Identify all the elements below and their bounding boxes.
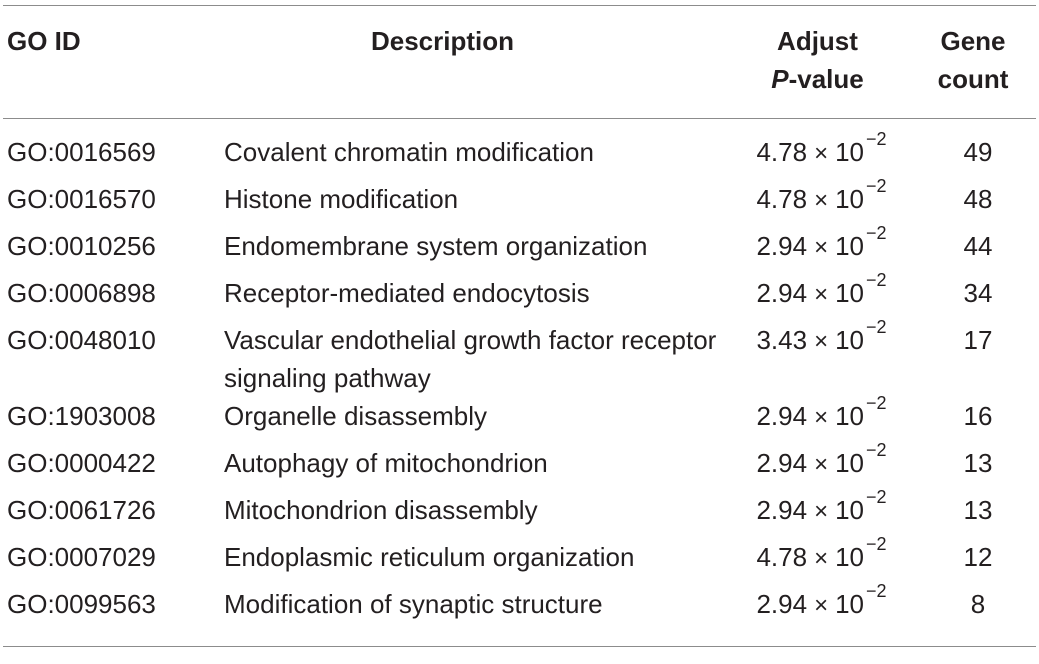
p-exponent: −2 xyxy=(866,129,887,149)
header-go-id: GO ID xyxy=(7,26,81,56)
cell-go-id: GO:0016569 xyxy=(7,137,156,167)
table-row xyxy=(3,180,1036,227)
p-base: 10 xyxy=(835,184,864,214)
header-row xyxy=(3,6,1036,119)
times-symbol: × xyxy=(814,404,829,431)
cell-go-id: GO:0006898 xyxy=(7,278,156,308)
cell-go-id: GO:0010256 xyxy=(7,231,156,261)
p-exponent: −2 xyxy=(866,176,887,196)
p-base: 10 xyxy=(835,495,864,525)
p-base: 10 xyxy=(835,448,864,478)
table-row xyxy=(3,491,1036,538)
p-base: 10 xyxy=(835,589,864,619)
times-symbol: × xyxy=(814,545,829,572)
p-mantissa: 4.78 xyxy=(756,137,808,167)
cell-adjust-p-value xyxy=(725,440,910,491)
cell-adjust-p-value xyxy=(725,223,910,274)
cell-adjust-p-value xyxy=(725,270,910,321)
times-symbol: × xyxy=(814,281,829,308)
cell-description: Organelle disassembly xyxy=(224,401,488,431)
cell-description: Covalent chromatin modification xyxy=(224,137,594,167)
header-gc-line2: count xyxy=(937,64,1009,94)
p-value xyxy=(756,393,887,431)
p-mantissa: 4.78 xyxy=(756,184,808,214)
table-row xyxy=(3,119,1036,181)
header-p-line1: Adjust xyxy=(777,26,858,56)
times-symbol: × xyxy=(814,234,829,261)
p-exponent: −2 xyxy=(866,534,887,554)
cell-gene-count: 17 xyxy=(963,325,993,355)
go-enrichment-table xyxy=(3,5,1036,647)
p-value xyxy=(756,534,887,572)
header-p-rest: -value xyxy=(788,64,864,94)
table-row xyxy=(3,444,1036,491)
header-gc-line1: Gene xyxy=(940,26,1006,56)
times-symbol: × xyxy=(814,498,829,525)
p-exponent: −2 xyxy=(866,270,887,290)
table-row xyxy=(3,321,1036,397)
p-mantissa: 3.43 xyxy=(756,325,808,355)
cell-adjust-p-value xyxy=(725,581,910,647)
cell-description: Mitochondrion disassembly xyxy=(224,495,538,525)
p-value xyxy=(756,487,887,525)
cell-go-id: GO:1903008 xyxy=(7,401,156,431)
times-symbol: × xyxy=(814,328,829,355)
p-base: 10 xyxy=(835,542,864,572)
table-header xyxy=(3,6,1036,119)
p-value xyxy=(756,440,887,478)
p-value xyxy=(756,223,887,261)
header-p-italic: P xyxy=(771,64,789,94)
header-adjust-p-value xyxy=(725,6,910,119)
p-value xyxy=(756,129,887,167)
cell-gene-count: 44 xyxy=(963,231,993,261)
p-value xyxy=(756,270,887,308)
table-row xyxy=(3,397,1036,444)
p-exponent: −2 xyxy=(866,223,887,243)
cell-adjust-p-value xyxy=(725,176,910,227)
cell-description: Vascular endothelial growth factor receptor signaling pathway xyxy=(224,325,717,393)
cell-adjust-p-value xyxy=(725,393,910,444)
cell-adjust-p-value xyxy=(725,119,910,181)
cell-adjust-p-value xyxy=(725,317,910,397)
header-gene-count xyxy=(910,6,1036,119)
p-exponent: −2 xyxy=(866,487,887,507)
cell-go-id: GO:0061726 xyxy=(7,495,156,525)
p-mantissa: 2.94 xyxy=(756,231,808,261)
p-mantissa: 2.94 xyxy=(756,401,808,431)
cell-go-id: GO:0048010 xyxy=(7,325,156,355)
p-exponent: −2 xyxy=(866,581,887,601)
p-base: 10 xyxy=(835,231,864,261)
cell-gene-count: 12 xyxy=(963,542,993,572)
cell-adjust-p-value xyxy=(725,534,910,585)
p-mantissa: 2.94 xyxy=(756,495,808,525)
cell-gene-count: 48 xyxy=(963,184,993,214)
table-row xyxy=(3,538,1036,585)
cell-description: Endomembrane system organization xyxy=(224,231,648,261)
cell-adjust-p-value xyxy=(725,487,910,538)
p-mantissa: 2.94 xyxy=(756,448,808,478)
cell-gene-count: 34 xyxy=(963,278,993,308)
table-row xyxy=(3,585,1036,647)
times-symbol: × xyxy=(814,187,829,214)
p-mantissa: 4.78 xyxy=(756,542,808,572)
cell-go-id: GO:0007029 xyxy=(7,542,156,572)
times-symbol: × xyxy=(814,451,829,478)
table-row xyxy=(3,274,1036,321)
cell-description: Endoplasmic reticulum organization xyxy=(224,542,635,572)
cell-description: Modification of synaptic structure xyxy=(224,589,603,619)
times-symbol: × xyxy=(814,140,829,167)
p-value xyxy=(756,317,887,355)
p-mantissa: 2.94 xyxy=(756,278,808,308)
p-exponent: −2 xyxy=(866,393,887,413)
cell-description: Autophagy of mitochondrion xyxy=(224,448,548,478)
p-mantissa: 2.94 xyxy=(756,589,808,619)
cell-go-id: GO:0016570 xyxy=(7,184,156,214)
cell-gene-count: 13 xyxy=(963,448,993,478)
table-body xyxy=(3,119,1036,647)
cell-gene-count: 49 xyxy=(963,137,993,167)
cell-gene-count: 13 xyxy=(963,495,993,525)
cell-description: Histone modification xyxy=(224,184,459,214)
p-base: 10 xyxy=(835,401,864,431)
cell-go-id: GO:0000422 xyxy=(7,448,156,478)
header-description: Description xyxy=(370,26,515,56)
p-value xyxy=(756,176,887,214)
p-base: 10 xyxy=(835,137,864,167)
cell-gene-count: 16 xyxy=(963,401,993,431)
times-symbol: × xyxy=(814,592,829,619)
p-base: 10 xyxy=(835,278,864,308)
p-exponent: −2 xyxy=(866,440,887,460)
table-row xyxy=(3,227,1036,274)
go-enrichment-table-container xyxy=(3,5,1036,647)
p-exponent: −2 xyxy=(866,317,887,337)
cell-go-id: GO:0099563 xyxy=(7,589,156,619)
cell-description: Receptor-mediated endocytosis xyxy=(224,278,590,308)
p-value xyxy=(756,581,887,619)
p-base: 10 xyxy=(835,325,864,355)
cell-gene-count: 8 xyxy=(970,589,986,619)
